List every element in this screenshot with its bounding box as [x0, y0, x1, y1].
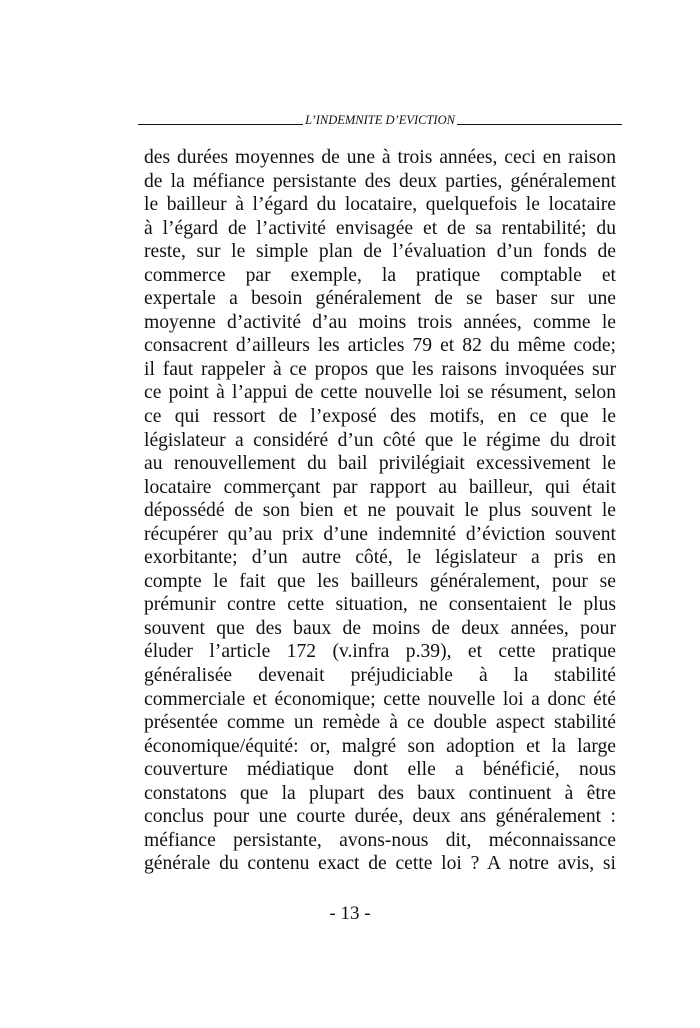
- text-line: méfiance persistante, avons-nous dit, méconnaissance: [144, 829, 616, 851]
- page-number: - 13 -: [329, 903, 371, 924]
- text-line: il faut rappeler à ce propos que les raisons invoquées sur: [144, 358, 616, 380]
- header-rule-right: [457, 124, 622, 125]
- text-line: ce qui ressort de l’exposé des motifs, en ce que le: [144, 406, 616, 428]
- text-line: de la méfiance persistante des deux parties, généralement: [144, 170, 616, 192]
- text-line: locataire commerçant par rapport au bailleur, qui était: [144, 476, 616, 498]
- text-line: dépossédé de son bien et ne pouvait le plus souvent le: [144, 500, 616, 522]
- text-line: ce point à l’appui de cette nouvelle loi se résument, selon: [144, 382, 616, 404]
- text-line: présentée comme un remède à ce double aspect stabilité: [144, 712, 616, 734]
- text-line: conclus pour une courte durée, deux ans généralement :: [144, 806, 616, 828]
- text-line: commerce par exemple, la pratique comptable et: [144, 264, 616, 286]
- text-line: compte le fait que les bailleurs généralement, pour se: [144, 570, 616, 592]
- text-line: souvent que des baux de moins de deux années, pour: [144, 617, 616, 639]
- header-rule-left: [138, 124, 303, 125]
- text-line: commerciale et économique; cette nouvelle loi a donc été: [144, 688, 616, 710]
- body-text: [144, 146, 616, 876]
- text-line: à l’égard de l’activité envisagée et de sa rentabilité; du: [144, 217, 616, 239]
- text-line: éluder l’article 172 (v.infra p.39), et cette pratique: [144, 641, 616, 663]
- text-line: constatons que la plupart des baux continuent à être: [144, 782, 616, 804]
- text-line: économique/équité: or, malgré son adoption et la large: [144, 735, 616, 757]
- text-line: le bailleur à l’égard du locataire, quelquefois le locataire: [144, 194, 616, 216]
- text-line: consacrent d’ailleurs les articles 79 et 82 du même code;: [144, 335, 616, 357]
- text-line: législateur a considéré d’un côté que le régime du droit: [144, 429, 616, 451]
- text-line: reste, sur le simple plan de l’évaluation d’un fonds de: [144, 241, 616, 263]
- text-line: généralisée devenait préjudiciable à la stabilité: [144, 665, 616, 687]
- text-line: couverture médiatique dont elle a bénéficié, nous: [144, 759, 616, 781]
- text-line: moyenne d’activité d’au moins trois années, comme le: [144, 311, 616, 333]
- text-line: générale du contenu exact de cette loi ? A notre avis, si: [144, 853, 616, 875]
- text-line: récupérer qu’au prix d’une indemnité d’éviction souvent: [144, 523, 616, 545]
- text-line: au renouvellement du bail privilégiait excessivement le: [144, 453, 616, 475]
- text-line: prémunir contre cette situation, ne consentaient le plus: [144, 594, 616, 616]
- running-header: [138, 108, 622, 128]
- text-line: expertale a besoin généralement de se baser sur une: [144, 288, 616, 310]
- running-title: L’INDEMNITE D’EVICTION: [305, 113, 455, 127]
- text-line: exorbitante; d’un autre côté, le législateur a pris en: [144, 547, 616, 569]
- text-line: des durées moyennes de une à trois années, ceci en raison: [144, 147, 616, 168]
